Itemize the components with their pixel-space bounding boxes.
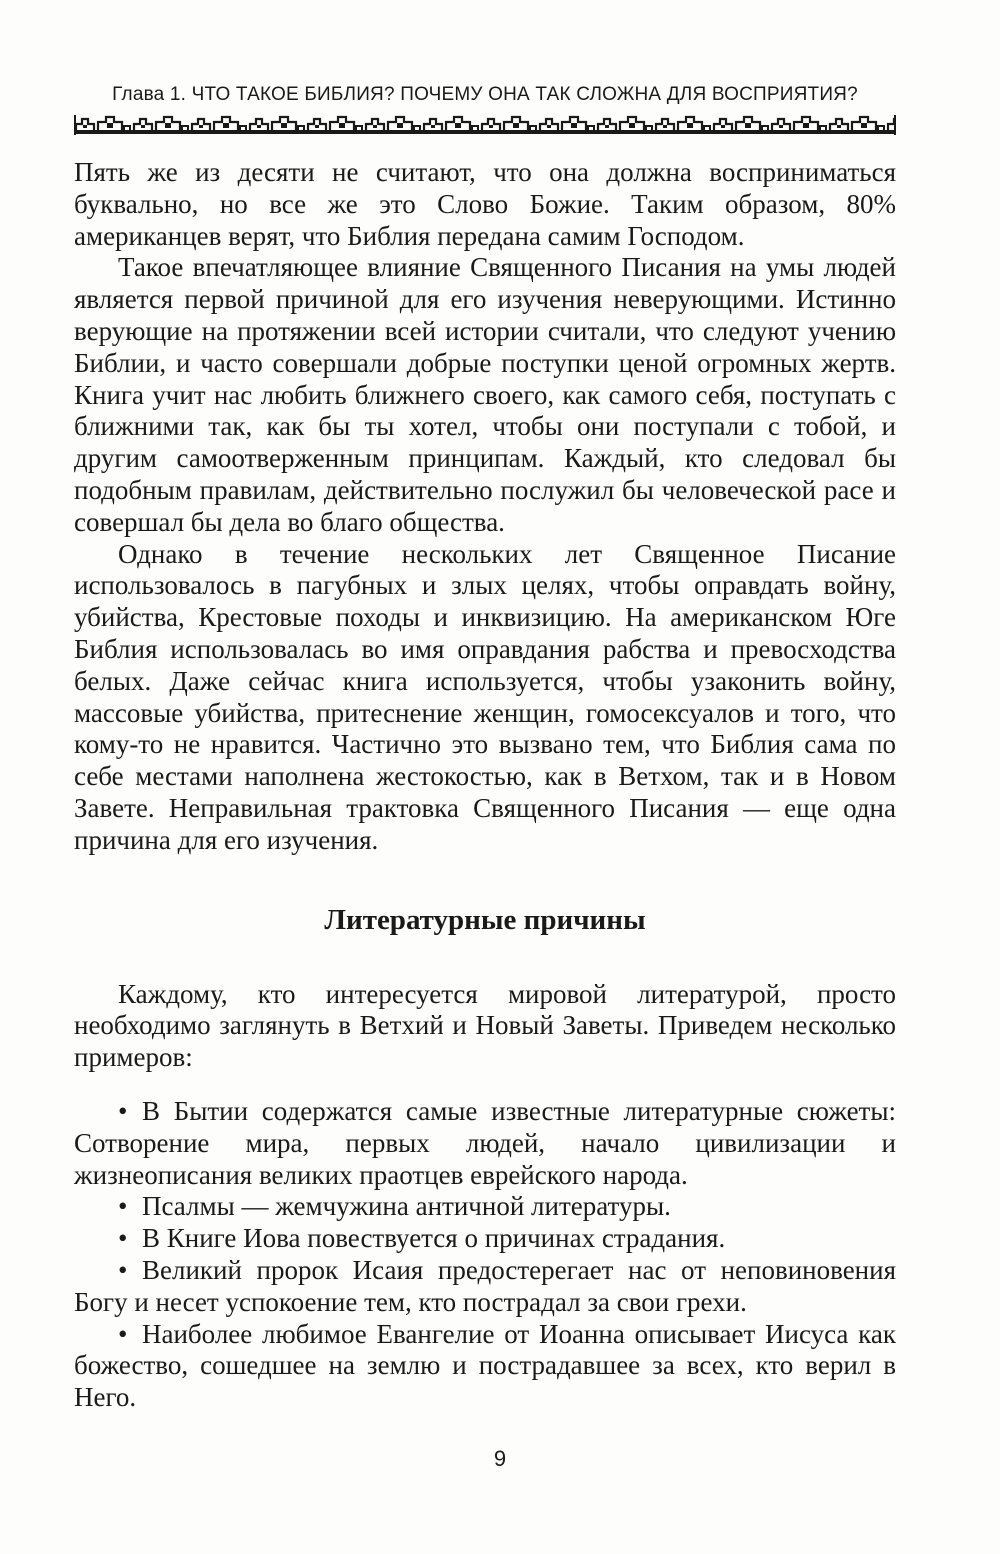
main-text — [74, 157, 896, 1414]
bullet-icon: • — [118, 1095, 128, 1126]
page-number: 9 — [493, 1446, 507, 1471]
list-item-text: Великий пророк Исаия предостерегает нас от неповиновения Богу и несет успокоение тем, кто пострадал за свои грехи. — [74, 1254, 896, 1317]
list-item — [74, 1191, 896, 1223]
list-item — [74, 1096, 896, 1191]
decorative-border-ornament — [74, 115, 896, 135]
bullet-icon: • — [118, 1254, 128, 1285]
section-intro-paragraph: Каждому, кто интересуется мировой литературой, просто необходимо заглянуть в Ветхий и Новый Заветы. Приведем несколько примеров: — [74, 978, 896, 1073]
list-item — [74, 1223, 896, 1255]
running-header: Глава 1. ЧТО ТАКОЕ БИБЛИЯ? ПОЧЕМУ ОНА ТАК СЛОЖНА ДЛЯ ВОСПРИЯТИЯ? — [112, 84, 858, 105]
list-item-text: В Книге Иова повествуется о причинах страдания. — [142, 1223, 726, 1254]
paragraph: Такое впечатляющее влияние Священного Писания на умы людей является первой причиной для его изучения неверующими. Истинно верующие на протяжении всей истории считали, что следуют учению Библии, и часто совершали добрые поступки ценой огромных жертв. Книга учит нас любить ближнего своего, как самого себя, поступать с ближними так, как бы ты хотел, чтобы они поступали с тобой, и другим самоотверженным принципам. Каждый, кто следовал бы подобным правилам, действительно послужил бы человеческой расе и совершал бы дела во благо общества. — [74, 252, 896, 537]
section-heading: Литературные причины — [324, 903, 646, 936]
list-item — [74, 1319, 896, 1414]
paragraph: Однако в течение нескольких лет Священное Писание использовалось в пагубных и злых целях, чтобы оправдать войну, убийства, Крестовые походы и инквизицию. На американском Юге Библия использовалась во имя оправдания рабства и превосходства белых. Даже сейчас книга используется, чтобы узаконить войну, массовые убийства, притеснение женщин, гомосексуалов и того, что кому-то не нравится. Частично это вызвано тем, что Библия сама по себе местами наполнена жестокостью, как в Ветхом, так и в Новом Завете. Неправильная трактовка Священного Писания — еще одна причина для его изучения. — [74, 538, 896, 855]
bullet-icon: • — [118, 1318, 128, 1349]
bullet-list — [74, 1096, 896, 1414]
list-item-text: Наиболее любимое Евангелие от Иоанна описывает Иисуса как божество, сошедшее на землю и пострадавшее за всех, кто верил в Него. — [74, 1318, 896, 1413]
bullet-icon: • — [118, 1191, 128, 1222]
bullet-icon: • — [118, 1223, 128, 1254]
paragraph-continued: Пять же из десяти не считают, что она должна восприниматься буквально, но все же это Слово Божие. Таким образом, 80% американцев верят, что Библия передана самим Господом. — [74, 157, 896, 251]
list-item — [74, 1255, 896, 1319]
list-item-text: Псалмы — жемчужина античной литературы. — [142, 1191, 671, 1222]
list-item-text: В Бытии содержатся самые известные литературные сюжеты: Сотворение мира, первых людей, начало цивилизации и жизнеописания великих праотцев еврейского народа. — [74, 1095, 896, 1190]
